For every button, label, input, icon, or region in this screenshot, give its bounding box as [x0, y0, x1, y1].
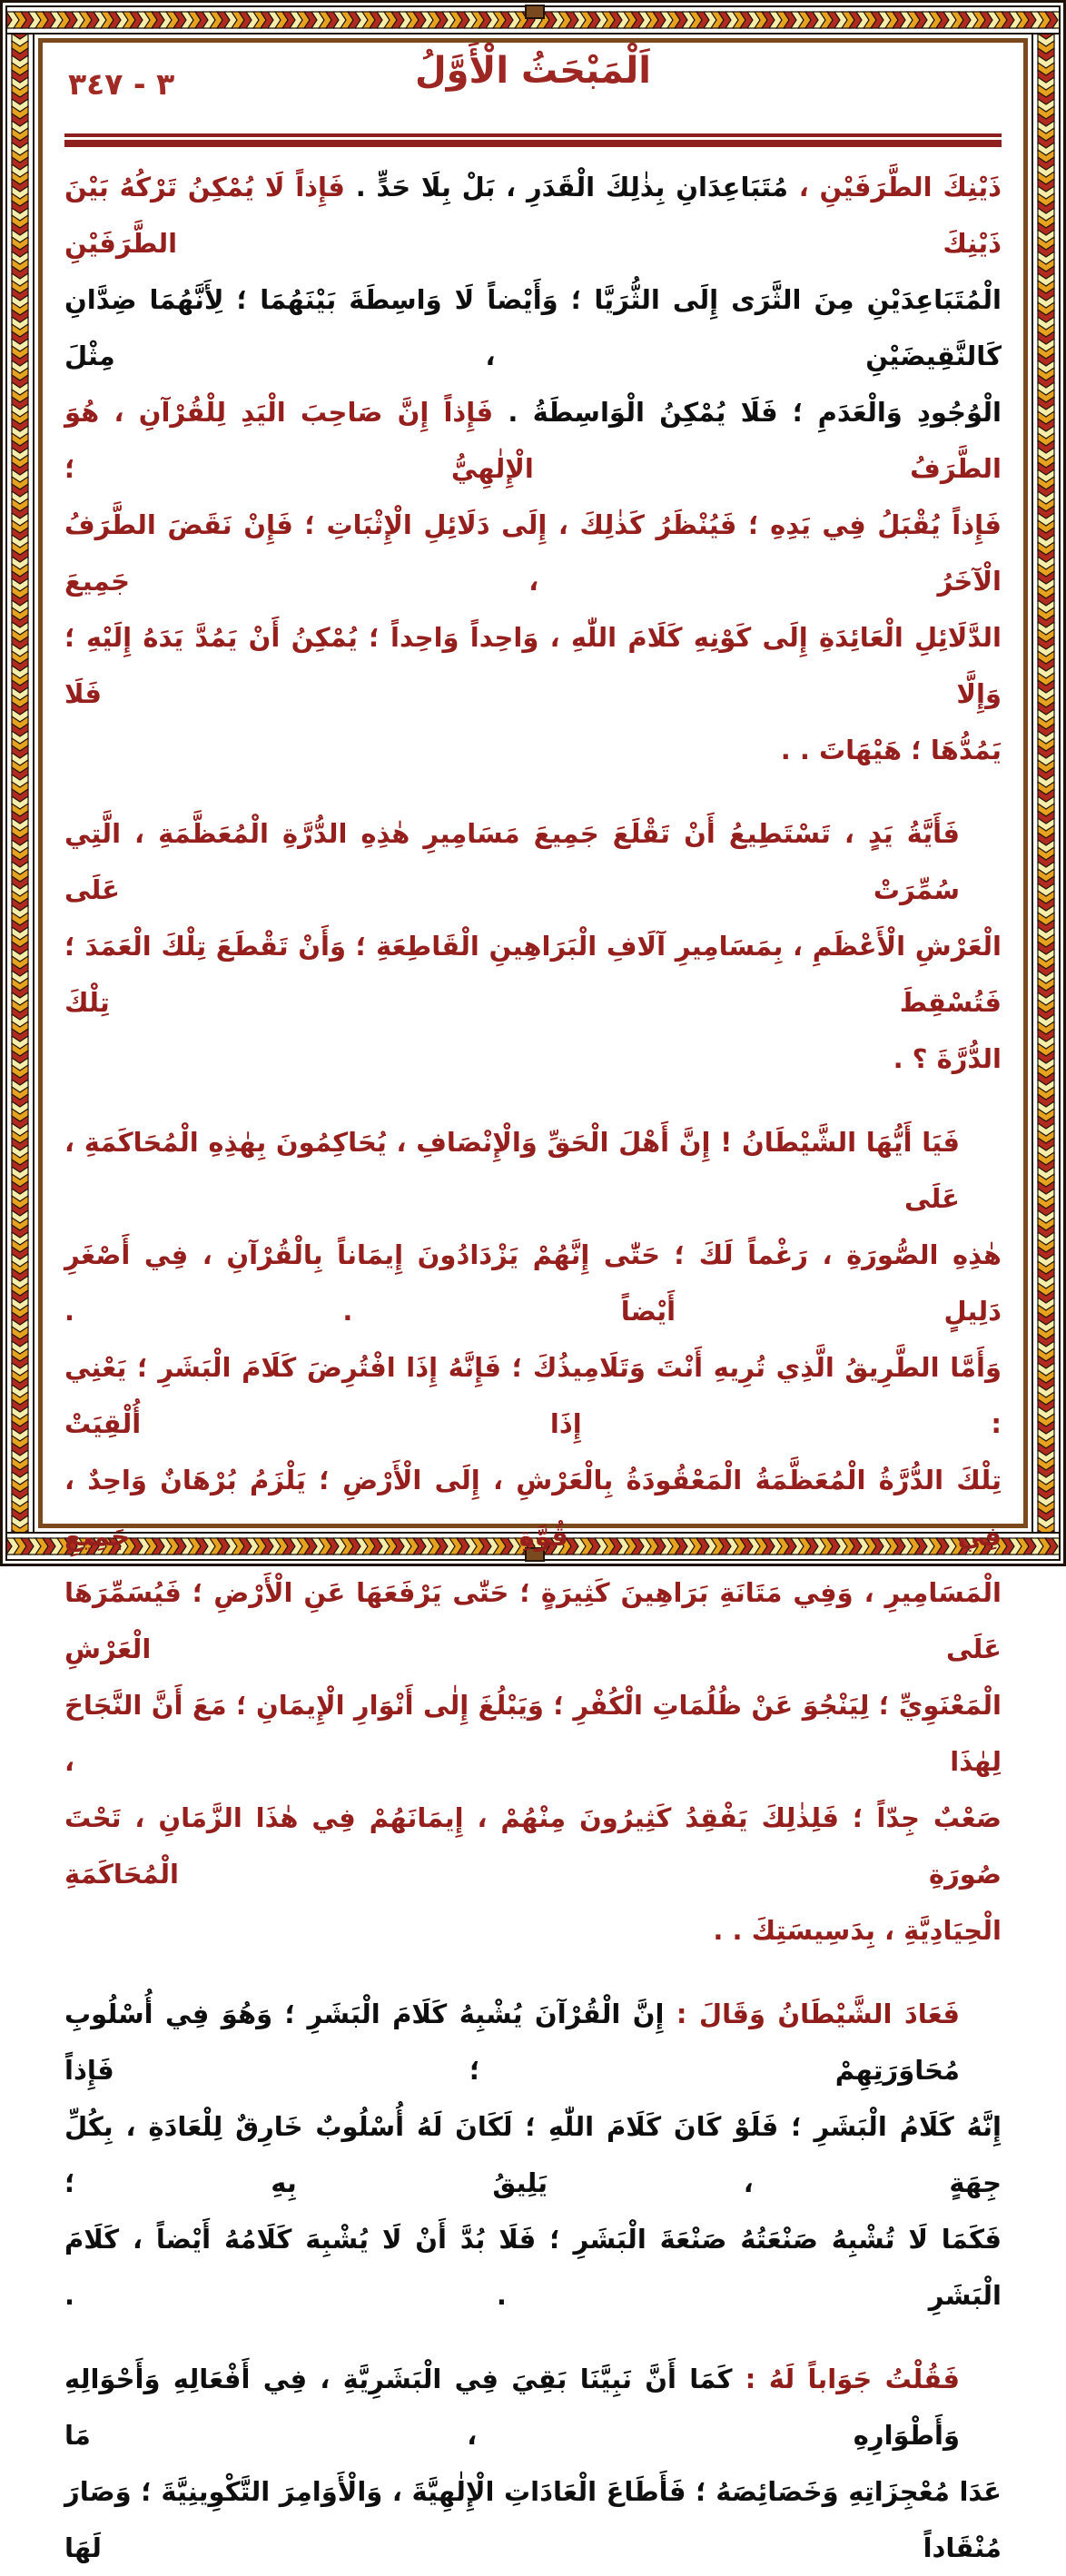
page-header	[44, 43, 1022, 133]
text-line	[64, 722, 1002, 778]
text-segment: فَأَيَّةُ يَدٍ ، تَسْتَطِيعُ أَنْ تَقْلَعَ جَمِيعَ مَسَامِيرِ هٰذِهِ الدُّرَّةِ الْمُعَظَّمَةِ ، الَّتِي سُمِّرَتْ عَلَى	[64, 818, 960, 905]
text-line	[64, 1114, 1002, 1227]
page-title: اَلْمَبْحَثُ الْأَوَّلُ	[414, 50, 652, 92]
text-segment: كَمَا أَنَّ نَبِيَّنَا بَقِيَ فِي الْبَشَرِيَّةِ ، فِي أَفْعَالِهِ وَأَحْوَالِهِ وَأَطْوَارِهِ ، مَا	[64, 2364, 960, 2451]
text-line	[64, 2463, 1002, 2576]
text-line	[64, 918, 1002, 1031]
text-line	[64, 2098, 1002, 2211]
text-segment: عَدَا مُعْجِزَاتِهِ وَخَصَائِصَهُ ؛ فَأَطَاعَ الْعَادَاتِ الْإِلٰهِيَّةَ ، وَالْأَوَامِرَ التَّكْوِينِيَّةَ ؛ وَصَارَ مُنْقَاداً لَهَا	[64, 2476, 1002, 2563]
text-line	[64, 1790, 1002, 1902]
text-line	[64, 1452, 1002, 1564]
page-number: ٣ - ٣٤٧	[68, 66, 175, 102]
text-segment: الْمَسَامِيرِ ، وَفِي مَتَانَةِ بَرَاهِينَ كَثِيرَةٍ ؛ حَتّٰى يَرْفَعَهَا عَنِ الْأَرْضِ ؛ فَيُسَمِّرَهَا عَلَى الْعَرْشِ	[64, 1577, 1002, 1664]
text-segment: الْمَعْنَوِيِّ ؛ لِيَنْجُوَ عَنْ ظُلُمَاتِ الْكُفْرِ ؛ وَيَبْلُغَ إِلٰى أَنْوَارِ الْإِيمَانِ ؛ مَعَ أَنَّ النَّجَاحَ لِهٰذَا ،	[64, 1690, 1002, 1777]
text-segment: مُتَبَاعِدَانِ بِذٰلِكَ الْقَدَرِ ، بَلْ بِلَا حَدٍّ .	[344, 172, 788, 202]
text-segment: فَإِذاً يُقْبَلُ فِي يَدِهِ ؛ فَيُنْظَرُ كَذٰلِكَ ، إِلَى دَلَائِلِ الْإِثْبَاتِ ؛ فَإِنْ نَقَضَ الطَّرَفُ الْآخَرُ ، جَمِيعَ	[64, 509, 1002, 597]
body-text	[64, 159, 1002, 2576]
text-line	[64, 1677, 1002, 1790]
text-line	[64, 1031, 1002, 1087]
text-line	[64, 1339, 1002, 1452]
text-line	[64, 497, 1002, 609]
text-segment: تِلْكَ الدُّرَّةُ الْمُعَظَّمَةُ الْمَعْقُودَةُ بِالْعَرْشِ ، إِلَى الْأَرْضِ ؛ يَلْزَمُ بُرْهَانٌ وَاحِدٌ ، فِي قُوَّةِ جَمِيعِ	[64, 1465, 1002, 1552]
text-segment: الْوُجُودِ وَالْعَدَمِ ؛ فَلَا يُمْكِنُ الْوَاسِطَةُ .	[493, 397, 1002, 428]
text-segment: فَإِذاً لَا يُمْكِنُ تَرْكُهُ بَيْنَ ذَيْنِكَ الطَّرَفَيْنِ	[64, 172, 1002, 259]
paragraph-4	[64, 1986, 1002, 2324]
text-line	[64, 805, 1002, 918]
text-segment: الْعَرْشِ الْأَعْظَمِ ، بِمَسَامِيرِ آلَافِ الْبَرَاهِينِ الْقَاطِعَةِ ؛ وَأَنْ تَقْطَعَ تِلْكَ الْعَمَدَ ؛ فَتُسْقِطَ تِلْكَ	[64, 931, 1002, 1018]
text-segment: يَمُدُّهَا ؛ هَيْهَاتَ . .	[780, 735, 1002, 765]
text-line	[64, 271, 1002, 384]
ornamental-border-right	[1032, 34, 1060, 1533]
paragraph-2	[64, 805, 1002, 1087]
text-segment: هٰذِهِ الصُّورَةِ ، رَغْماً لَكَ ؛ حَتّٰى إِنَّهُمْ يَزْدَادُونَ إِيمَاناً بِالْقُرْآنِ ، فِي أَصْغَرِ دَلِيلٍ أَيْضاً . .	[64, 1239, 1002, 1327]
text-segment: فَيَا أَيُّهَا الشَّيْطَانُ ! إِنَّ أَهْلَ الْحَقِّ وَالْإِنْصَافِ ، يُحَاكِمُونَ بِهٰذِهِ الْمُحَاكَمَةِ ، عَلَى	[64, 1127, 960, 1214]
paragraph-5	[64, 2351, 1002, 2576]
page-content	[44, 43, 1022, 2563]
text-line	[64, 384, 1002, 497]
speaker-lead-in: فَعَادَ الشَّيْطَانُ وَقَالَ :	[664, 1999, 961, 2029]
text-segment: الدُّرَّةَ ؟ .	[893, 1043, 1002, 1074]
text-line	[64, 1564, 1002, 1677]
text-segment: الْحِيَادِيَّةِ ، بِدَسِيسَتِكَ . .	[713, 1915, 1002, 1946]
paragraph-1	[64, 159, 1002, 778]
speaker-lead-in: فَقُلْتُ جَوَاباً لَهُ :	[732, 2364, 960, 2394]
text-line	[64, 1227, 1002, 1339]
text-line	[64, 159, 1002, 271]
paragraph-3	[64, 1114, 1002, 1959]
header-divider	[64, 133, 1002, 147]
text-segment: الْمُتَبَاعِدَيْنِ مِنَ الثَّرَى إِلَى الثُّرَيَّا ؛ وَأَيْضاً لَا وَاسِطَةَ بَيْنَهُمَا ؛ لِأَنَّهُمَا ضِدَّانِ كَالنَّقِيضَيْنِ ، مِثْلَ	[64, 284, 1002, 371]
text-line	[64, 2351, 1002, 2463]
text-line	[64, 1902, 1002, 1959]
text-segment: ذَيْنِكَ الطَّرَفَيْنِ ،	[787, 172, 1002, 202]
divider-thick-line	[64, 140, 1002, 147]
text-segment: فَإِذاً إِنَّ صَاحِبَ الْيَدِ لِلْقُرْآنِ ، هُوَ الطَّرَفُ الْإِلٰهِيُّ ؛	[64, 397, 1002, 484]
text-segment: إِنَّهُ كَلَامُ الْبَشَرِ ؛ فَلَوْ كَانَ كَلَامَ اللّٰهِ ؛ لَكَانَ لَهُ أُسْلُوبٌ خَارِقٌ لِلْعَادَةِ ، بِكُلِّ جِهَةٍ ، يَلِيقُ بِهِ ؛	[64, 2111, 1002, 2198]
text-segment: صَعْبٌ جِدّاً ؛ فَلِذٰلِكَ يَفْقِدُ كَثِيرُونَ مِنْهُمْ ، إِيمَانَهُمْ فِي هٰذَا الزَّمَانِ ، تَحْتَ صُورَةِ الْمُحَاكَمَةِ	[64, 1802, 1002, 1890]
ornamental-border-left	[6, 34, 34, 1533]
text-segment: إِنَّ الْقُرْآنَ يُشْبِهُ كَلَامَ الْبَشَرِ ؛ وَهُوَ فِي أُسْلُوبِ مُحَاوَرَتِهِمْ ؛ فَإِذاً	[64, 1999, 960, 2086]
text-line	[64, 609, 1002, 722]
text-line	[64, 1986, 1002, 2098]
text-segment: الدَّلَائِلِ الْعَائِدَةِ إِلَى كَوْنِهِ كَلَامَ اللّٰهِ ، وَاحِداً وَاحِداً ؛ يُمْكِنُ أَنْ يَمُدَّ يَدَهُ إِلَيْهِ ؛ وَإِلَّا فَلَا	[64, 622, 1002, 709]
text-segment: وَأَمَّا الطَّرِيقُ الَّذِي تُرِيهِ أَنْتَ وَتَلَامِيذُكَ ؛ فَإِنَّهُ إِذَا افْتُرِضَ كَلَامَ الْبَشَرِ ؛ يَعْنِي : إِذَا أُلْقِيَتْ	[64, 1352, 1002, 1439]
text-line	[64, 2211, 1002, 2324]
top-border-notch	[525, 5, 545, 19]
text-segment: فَكَمَا لَا تُشْبِهُ صَنْعَتُهُ صَنْعَةَ الْبَشَرِ ؛ فَلَا بُدَّ أَنْ لَا يُشْبِهَ كَلَامُهُ أَيْضاً ، كَلَامَ الْبَشَرِ . .	[64, 2224, 1002, 2311]
